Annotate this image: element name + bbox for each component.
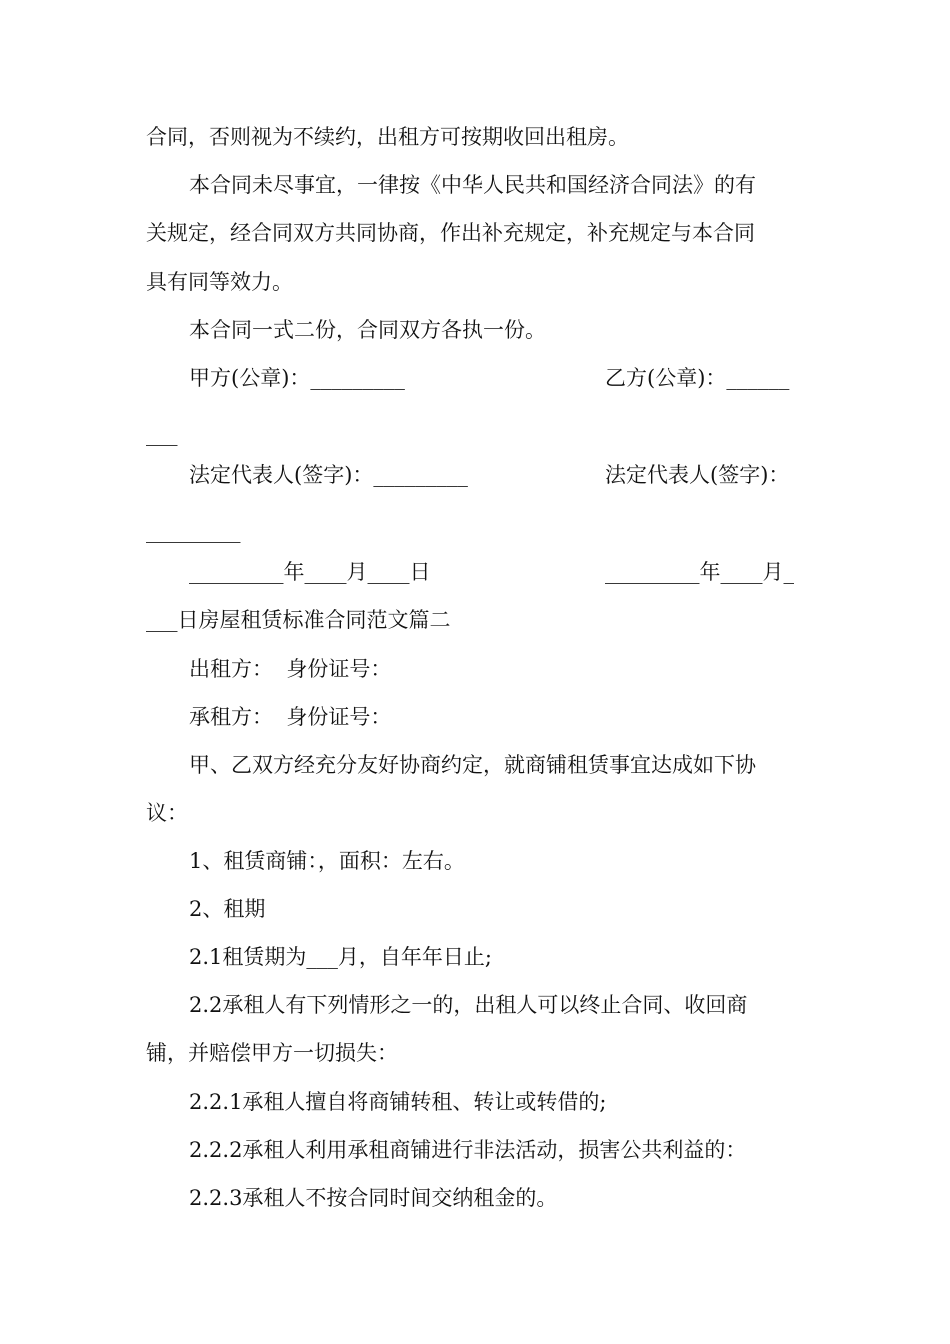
- clause-line: 2.2.3承租人不按合同时间交纳租金的。: [189, 1186, 558, 1210]
- party-b-seal: 乙方(公章)：______: [605, 366, 790, 390]
- representative-b-signature: 法定代表人(签字)：: [605, 463, 790, 487]
- clause-line: 铺，并赔偿甲方一切损失：: [146, 1041, 398, 1065]
- paragraph-line: 本合同未尽事宜，一律按《中华人民共和国经济合同法》的有: [189, 173, 756, 197]
- date-a: _________年____月____日: [189, 560, 431, 584]
- paragraph-line: 本合同一式二份，合同双方各执一份。: [189, 318, 546, 342]
- clause-line: 1、租赁商铺：，面积：左右。: [189, 849, 465, 873]
- date-b: _________年____月_: [605, 560, 794, 584]
- clause-line: 2.2承租人有下列情形之一的，出租人可以终止合同、收回商: [189, 993, 748, 1017]
- paragraph-line: 议：: [146, 801, 188, 825]
- lessor-line: 出租方： 身份证号：: [189, 657, 392, 681]
- representative-a-signature: 法定代表人(签字)：_________: [189, 463, 468, 487]
- paragraph-line: 合同，否则视为不续约，出租方可按期收回出租房。: [146, 125, 629, 149]
- paragraph-line: 关规定，经合同双方共同协商，作出补充规定，补充规定与本合同: [146, 221, 755, 245]
- clause-line: 2.1租赁期为___月，自年年日止;: [189, 945, 492, 969]
- blank-underline: ___: [146, 422, 178, 446]
- lessee-line: 承租方： 身份证号：: [189, 705, 392, 729]
- party-a-seal: 甲方(公章)：_________: [189, 366, 405, 390]
- clause-line: 2、租期: [189, 897, 266, 921]
- clause-line: 2.2.1承租人擅自将商铺转租、转让或转借的;: [189, 1090, 607, 1114]
- clause-line: 2.2.2承租人利用承租商铺进行非法活动，损害公共利益的：: [189, 1138, 747, 1162]
- paragraph-line: 具有同等效力。: [146, 270, 293, 294]
- paragraph-line: 甲、乙双方经充分友好协商约定，就商铺租赁事宜达成如下协: [189, 753, 756, 777]
- blank-underline: _________: [146, 519, 241, 543]
- section-title: ___日房屋租赁标准合同范文篇二: [146, 608, 451, 632]
